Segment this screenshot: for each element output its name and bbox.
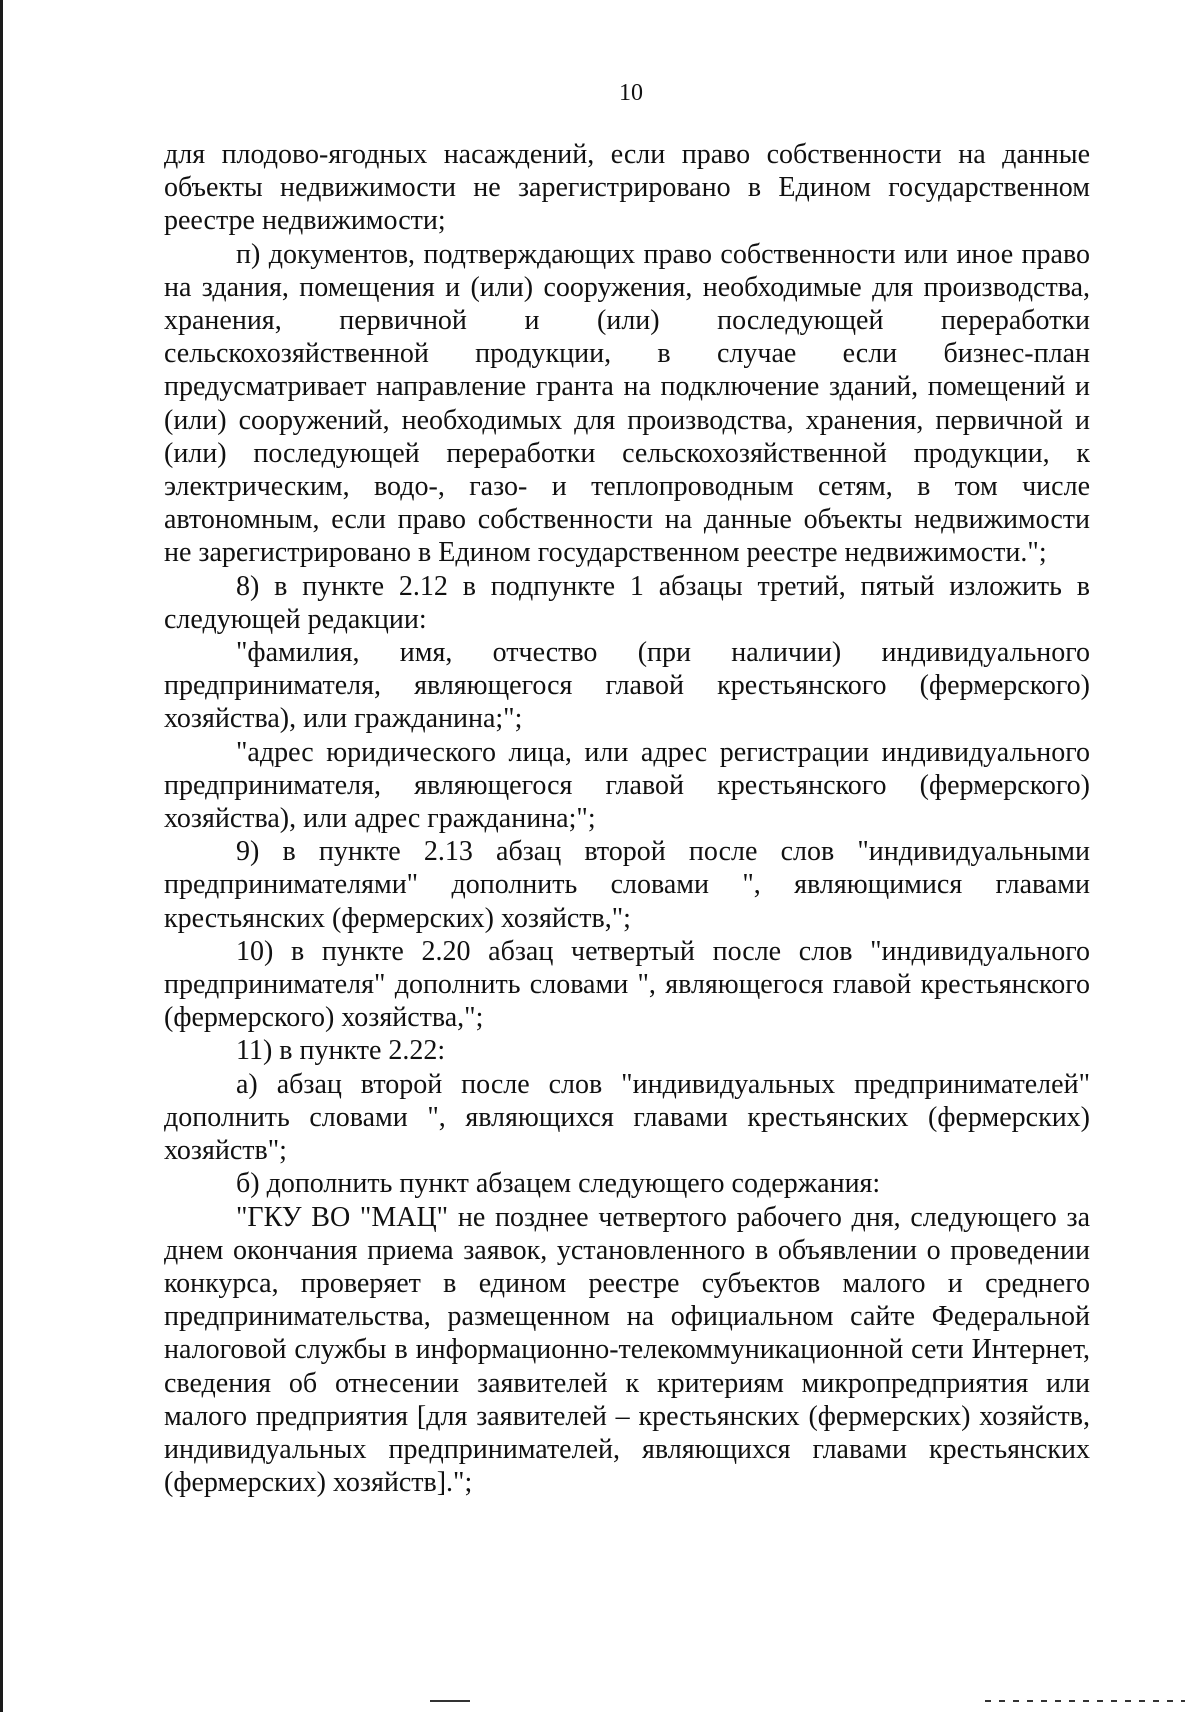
paragraph-item-8: 8) в пункте 2.12 в подпункте 1 абзацы третий, пятый изложить в следующей редакции: — [164, 570, 1090, 635]
paragraph-item-9: 9) в пункте 2.13 абзац второй после слов "индивидуальными предпринимателями" дополнить словами ", являющимися главами крестьянских (фермерских) хозяйств,"; — [164, 836, 1090, 934]
scan-artifacts — [0, 1700, 1200, 1704]
document-body — [164, 138, 1090, 1499]
paragraph-item-11: 11) в пункте 2.22: — [236, 1035, 446, 1067]
paragraph-quote-gku: "ГКУ ВО "МАЦ" не позднее четвертого рабочего дня, следующего за днем окончания приема заявок, установленного в объявлении о проведении конкурса, проверяет в едином реестре субъектов малого и среднего предпринимательства, размещенном на официальном сайте Федеральной налоговой службы в информационно-телекоммуникационной сети Интернет, сведения об отнесении заявителей к критериям микропредприятия или малого предприятия [для заявителей – крестьянских (фермерских) хозяйств, индивидуальных предпринимателей, являющихся главами крестьянских (фермерских) хозяйств]."; — [164, 1201, 1090, 1499]
paragraph-item-10: 10) в пункте 2.20 абзац четвертый после слов "индивидуального предпринимателя" дополнить словами ", являющегося главой крестьянского (фермерского) хозяйства,"; — [164, 935, 1090, 1034]
paragraph-quote-address: "адрес юридического лица, или адрес регистрации индивидуального предпринимателя, являющегося главой крестьянского (фермерского) хозяйства), или адрес гражданина;"; — [164, 736, 1090, 835]
paragraph-subitem-b: б) дополнить пункт абзацем следующего содержания: — [236, 1168, 881, 1200]
scan-edge — [0, 0, 3, 1712]
paragraph-item-p: п) документов, подтверждающих право собственности или иное право на здания, помещения и (или) сооружения, необходимые для производства, хранения, первичной и (или) последующей переработки сельскохозяйственной продукции, в случае если бизнес-план предусматривает направление гранта на подключение зданий, помещений и (или) сооружений, необходимых для производства, хранения, первичной и (или) последующей переработки сельскохозяйственной продукции, к электрическим, водо-, газо- и теплопроводным сетям, в том числе автономным, если право собственности на данные объекты недвижимости не зарегистрировано в Едином государственном реестре недвижимости."; — [164, 238, 1090, 569]
paragraph-quote-name: "фамилия, имя, отчество (при наличии) индивидуального предпринимателя, являющегося главой крестьянского (фермерского) хозяйства), или гражданина;"; — [164, 637, 1090, 735]
paragraph-continuation: для плодово-ягодных насаждений, если право собственности на данные объекты недвижимости не зарегистрировано в Едином государственном реестре недвижимости; — [164, 139, 1090, 237]
page-number: 10 — [619, 80, 643, 106]
scan-mark — [430, 1700, 470, 1702]
paragraph-subitem-a: а) абзац второй после слов "индивидуальных предпринимателей" дополнить словами ", являющихся главами крестьянских (фермерских) хозяйств"; — [164, 1068, 1090, 1167]
scan-mark — [985, 1700, 1185, 1702]
